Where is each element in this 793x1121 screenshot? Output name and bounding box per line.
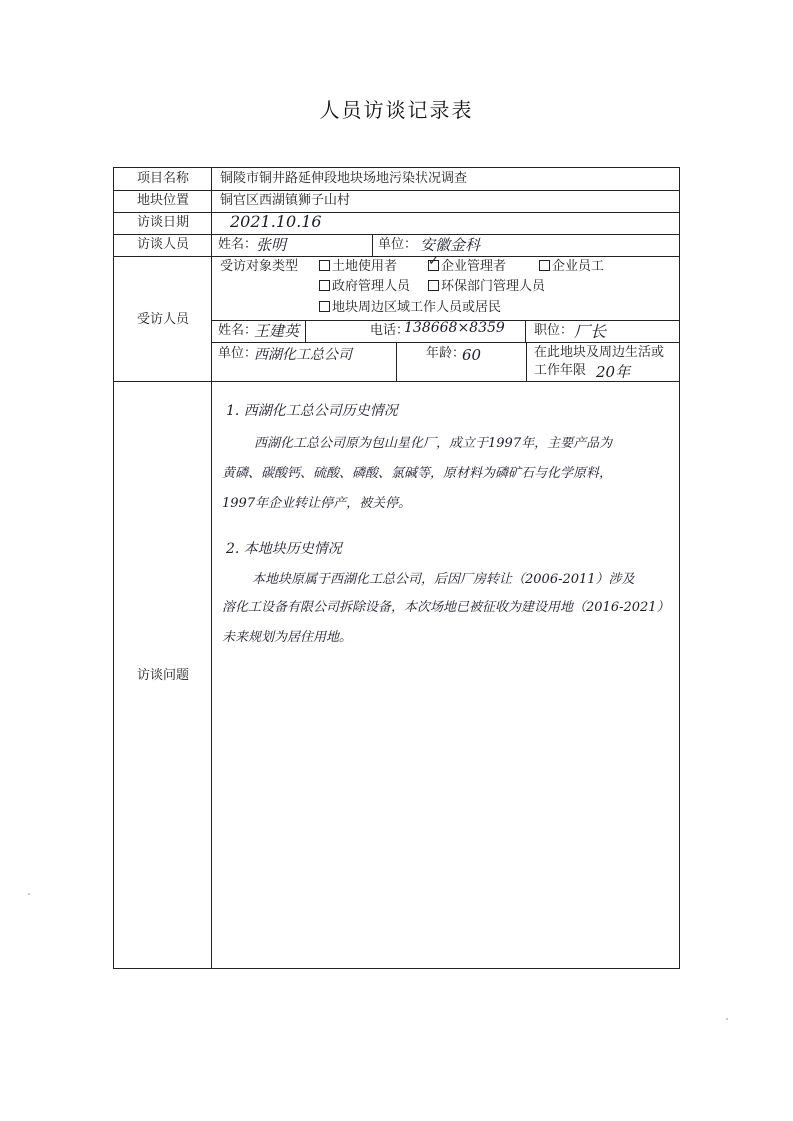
checkbox-icon <box>319 301 330 312</box>
answer-line: 2. 本地块历史情况 <box>226 541 342 557</box>
interviewee-name-label: 姓名： <box>218 323 258 338</box>
interviewee-unit-handwritten: 西湖化工总公司 <box>254 347 352 363</box>
questions-label: 访谈问题 <box>136 668 189 683</box>
checkbox-icon <box>319 280 330 291</box>
row-divider <box>114 381 679 382</box>
checked-checkbox-icon <box>428 260 439 271</box>
interviewee-age-label: 年龄： <box>426 346 466 361</box>
scan-speck <box>28 893 30 895</box>
interviewer-unit-label: 单位： <box>378 237 418 252</box>
option-enterprise-manager: ✓ 企业管理者 <box>428 259 506 275</box>
page-title: 人员访谈记录表 <box>319 98 474 122</box>
interviewee-phone-handwritten: 138668×8359 <box>404 320 505 336</box>
interviewee-position-handwritten: 厂长 <box>574 322 607 341</box>
years-handwritten: 20年 <box>596 363 631 381</box>
option-enterprise-employee: 企业员工 <box>539 259 604 275</box>
checkbox-icon <box>428 280 439 291</box>
answer-line: 本地块原属于西湖化工总公司，后因厂房转让（2006-2011）涉及 <box>252 572 635 587</box>
checkbox-icon <box>539 260 550 271</box>
interviewee-position-label: 职位： <box>534 323 574 338</box>
years-label-line2: 工作年限 <box>534 363 587 378</box>
interviewee-phone-label: 电话： <box>370 323 410 338</box>
interview-form <box>113 167 680 969</box>
interviewee-unit-label: 单位： <box>218 346 258 361</box>
location-label: 地块位置 <box>136 193 189 208</box>
row-divider <box>114 190 679 191</box>
project-name-label: 项目名称 <box>136 171 189 186</box>
years-label-line1: 在此地块及周边生活或 <box>534 345 665 360</box>
row-divider <box>114 234 679 235</box>
interviewee-age-handwritten: 60 <box>462 346 482 364</box>
date-handwritten: 2021.10.16 <box>230 212 322 231</box>
scan-speck <box>726 1018 728 1020</box>
row-divider <box>114 212 679 213</box>
cell-divider <box>396 342 397 381</box>
answer-line: 1997年企业转让停产，被关停。 <box>222 496 412 511</box>
interviewee-name-handwritten: 王建英 <box>254 322 300 340</box>
cell-divider <box>372 234 373 256</box>
interviewer-name-label: 姓名： <box>218 237 258 252</box>
answer-line: 溶化工设备有限公司拆除设备，本次场地已被征收为建设用地（2016-2021） <box>222 600 670 615</box>
answer-line: 未来规划为居住用地。 <box>222 630 353 645</box>
answer-line: 1. 西湖化工总公司历史情况 <box>226 403 398 419</box>
option-nearby-resident: 地块周边区域工作人员或居民 <box>319 300 501 316</box>
label-column-divider <box>211 168 212 968</box>
interviewee-label: 受访人员 <box>136 312 189 327</box>
location-value: 铜官区西湖镇狮子山村 <box>220 193 351 208</box>
cell-divider <box>305 320 306 342</box>
checkbox-icon <box>319 260 330 271</box>
option-environment-staff: 环保部门管理人员 <box>428 279 545 295</box>
option-government-staff: 政府管理人员 <box>319 279 410 295</box>
interviewee-type-label: 受访对象类型 <box>220 259 299 274</box>
row-divider <box>114 256 679 257</box>
cell-divider <box>525 320 526 342</box>
project-name-value: 铜陵市铜井路延伸段地块场地污染状况调查 <box>220 171 468 186</box>
date-label: 访谈日期 <box>136 215 189 230</box>
interviewer-unit-handwritten: 安徽金科 <box>420 236 481 254</box>
answer-line: 西湖化工总公司原为包山星化厂，成立于1997年，主要产品为 <box>254 436 613 451</box>
answer-line: 黄磷、碳酸钙、硫酸、磷酸、氯碱等，原材料为磷矿石与化学原料， <box>222 466 613 481</box>
interviewer-name-handwritten: 张明 <box>256 236 287 254</box>
cell-divider <box>526 342 527 381</box>
row-divider <box>211 342 679 343</box>
interviewer-label: 访谈人员 <box>136 237 189 252</box>
option-land-user: 土地使用者 <box>319 259 397 275</box>
